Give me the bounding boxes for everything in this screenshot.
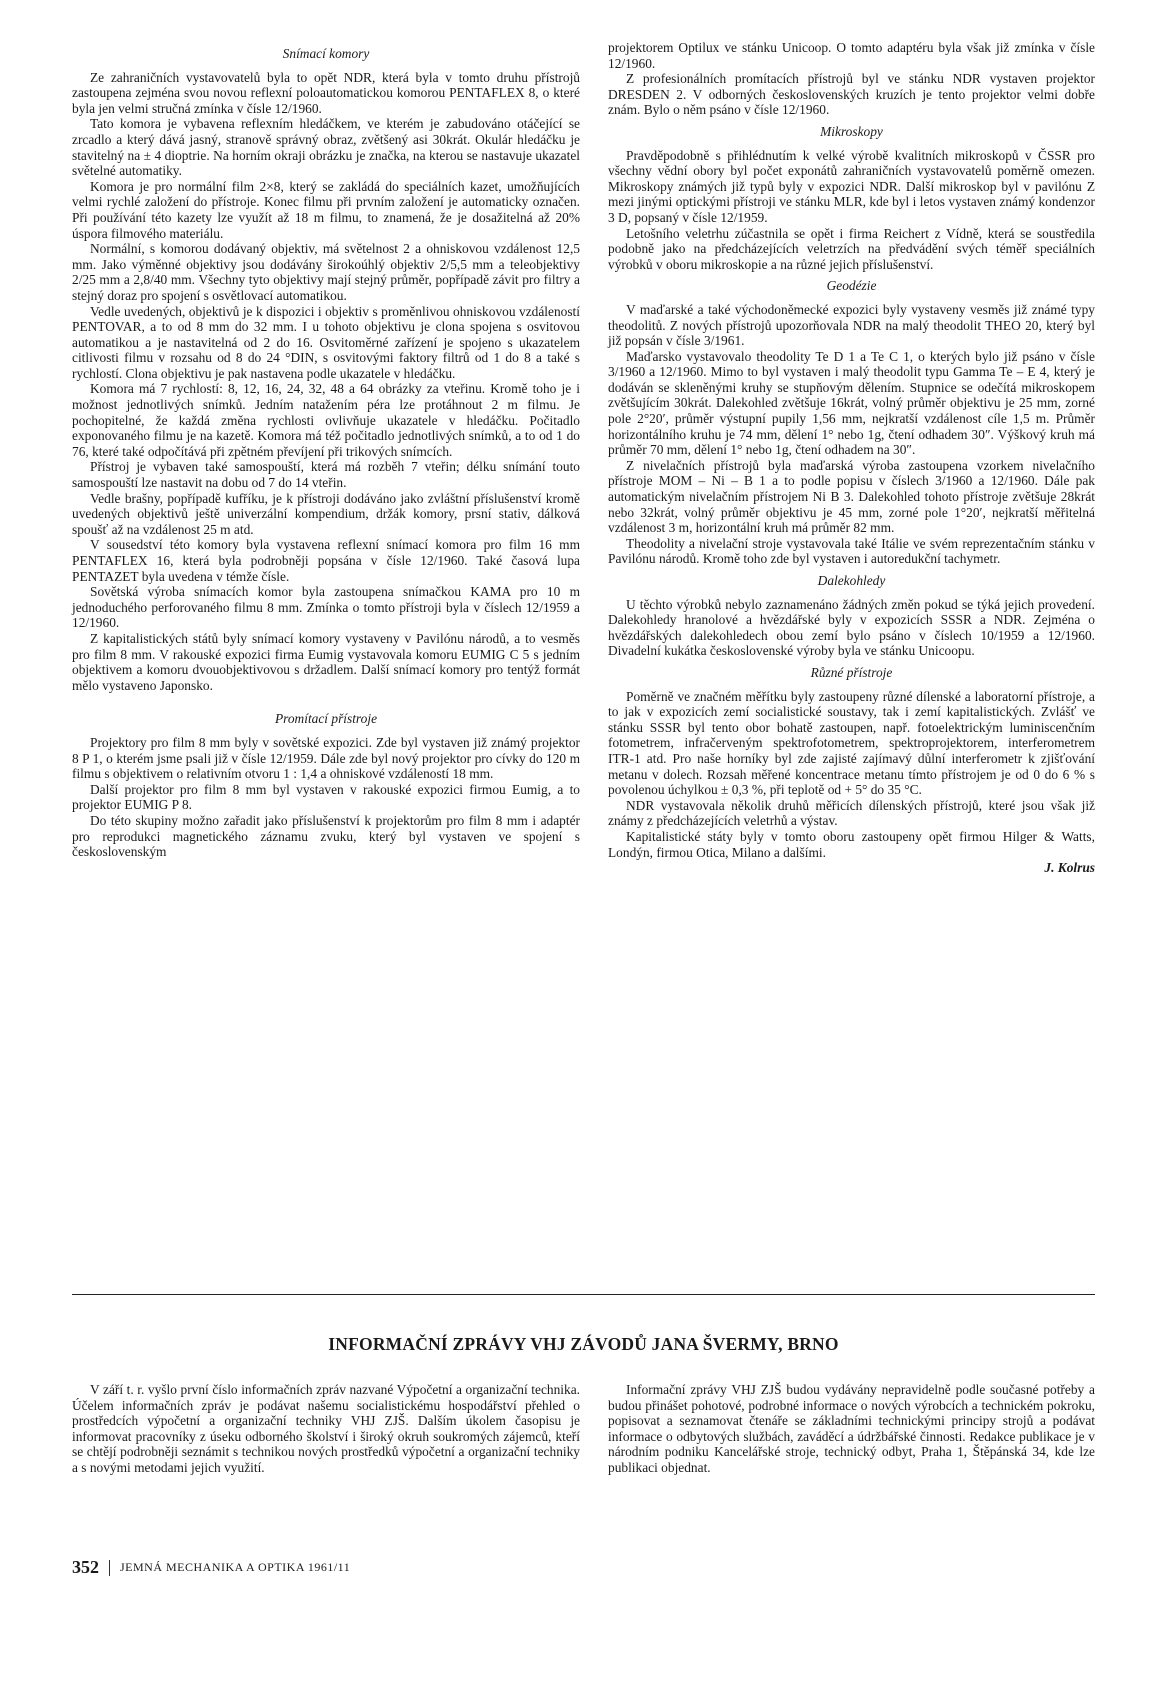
paragraph: Sovětská výroba snímacích komor byla zastoupena snímačkou KAMA pro 10 m jednoduchého perforovaného filmu 8 mm. Zmínka o tomto přístroji byla v číslech 12/1959 a 12/1960.	[72, 584, 580, 631]
paragraph: Vedle uvedených, objektivů je k dispozici i objektiv s proměnlivou ohniskovou vzdáleností PENTOVAR, a to od 8 mm do 32 mm. I u tohoto objektivu je clona spojena s osvitovou automatikou a je nastavitelná od 2 do 16. Osvitoměrné zařízení je spojeno s ukazatelem citlivosti filmu v rozsahu od 8 do 24 °DIN, s osvitovými faktory filtrů od 1 do 8 a také s rychlostí. Clona objektivu je pak nastavena podle ukazatele v hledáčku.	[72, 303, 580, 381]
page-footer	[72, 1557, 350, 1578]
paragraph: Z nivelačních přístrojů byla maďarská výroba zastoupena vzorkem nivelačního přístroje MOM – Ni – B 1 a to podle popisu v číslech 3/1960 a 12/1960. Dále pak automatickým nivelačním přístrojem Ni B 3. Dalekohled tohoto přístroje zvětšuje 28krát nebo 32krát, volný průměr objektivu je 45 mm, zorné pole 1°20′, nejkratší měřitelná vzdálenost 3 m, horizontální kruh má průměr 82 mm.	[608, 457, 1095, 536]
section-heading-dalekohledy: Dalekohledy	[817, 573, 886, 588]
section-heading-geodezie: Geodézie	[826, 278, 877, 294]
paragraph: Vedle brašny, popřípadě kufříku, je k přístroji dodáváno jako zvláštní příslušenství kromě uvedených objektivů ještě univerzální kompendium, držák komory, prsní stativ, dálková spoušť až na vzdálenost 25 m atd.	[72, 490, 580, 537]
paragraph: U těchto výrobků nebylo zaznamenáno žádných změn pokud se týká jejich provedení. Dalekohledy hranolové a hvězdářské byly v expozicích SSSR a NDR. Zejména o hvězdářských dalekohledech obou zemí bylo psáno v číslech 10/1959 a 12/1960. Divadelní kukátka československé výroby byla ve stánku Unicoopu.	[608, 596, 1095, 659]
paragraph: Komora je pro normální film 2×8, který se zakládá do speciálních kazet, umožňujících velmi rychlé založení do přístroje. Konec filmu při prvním založení je automaticky označen. Při používání této kazety lze využít až 18 m filmu, to znamená, že je dosažitelná až 20% úspora filmového materiálu.	[72, 178, 580, 241]
journal-name: JEMNÁ MECHANIKA A OPTIKA 1961/11	[120, 1560, 351, 1574]
paragraph: Kapitalistické státy byly v tomto oboru zastoupeny opět firmou Hilger & Watts, Londýn, firmou Otica, Milano a dalšími.	[608, 828, 1095, 860]
paragraph: Maďarsko vystavovalo theodolity Te D 1 a Te C 1, o kterých bylo již psáno v čísle 3/1960 a 12/1960. Mimo to byl vystaven i malý theodolit typu Gamma Te – E 4, který je dodáván se skleněnými kruhy se stupňovým dělením. Stupnice se odečítá mikroskopem zvětšujícím 30krát. Dalekohled zvětšuje 16krát, volný průměr objektivu je 25 mm, zorné pole 2°20′, průměr výstupní pupily 1,56 mm, nejkratší vzdálenost cíle 1,5 m. Průměr horizontálního kruhu je 74 mm, dělení 1° nebo 1g, čtení odhadem 30″. Výškový kruh má průměr 70 mm, dělení 1° nebo 1g, čtení odhadem na 30″.	[608, 348, 1095, 458]
article2-right-column	[608, 1382, 1095, 1476]
paragraph: Do této skupiny možno zařadit jako příslušenství k projektorům pro film 8 mm i adaptér pro reprodukci magnetického záznamu zvuku, který byl vystaven ve spojení s československým	[72, 812, 580, 860]
paragraph: Přístroj je vybaven také samospouští, která má rozběh 7 vteřin; délku snímání touto samospouští lze nastavit na dobu od 7 do 14 vteřin.	[72, 459, 580, 491]
paragraph: V maďarské a také východoněmecké expozici byly vystaveny vesměs již známé typy theodolitů. Z nových přístrojů upozorňovala NDR na malý theodolit THEO 20, který byl již popsán v čísle 3/1961.	[608, 301, 1095, 349]
paragraph: V sousedství této komory byla vystavena reflexní snímací komora pro film 16 mm PENTAFLEX 16, která byla podrobněji popsána v čísle 12/1960. Také časová lupa PENTAZET byla uvedena v témže čísle.	[72, 537, 580, 584]
paragraph: Letošního veletrhu zúčastnila se opět i firma Reichert z Vídně, která se soustředila podobně jako na předcházejících veletrzích na předvádění svých téměř speciálních výrobků v oboru mikroskopie a na různé jejich příslušenství.	[608, 225, 1095, 272]
section-divider	[72, 1294, 1095, 1295]
section-heading-ruzne-pristroje: Různé přístroje	[810, 664, 893, 680]
paragraph: Z profesionálních promítacích přístrojů byl ve stánku NDR vystaven projektor DRESDEN 2. V odborných československých kruzích je tento projektor velmi dobře znám. Bylo o něm psáno v čísle 12/1960.	[608, 71, 1095, 118]
article-title: INFORMAČNÍ ZPRÁVY VHJ ZÁVODŮ JANA ŠVERMY, BRNO	[328, 1334, 839, 1354]
section-heading-snimaci-komory: Snímací komory	[282, 46, 370, 61]
paragraph: projektorem Optilux ve stánku Unicoop. O tomto adaptéru byla však již zmínka v čísle 12/1960.	[608, 40, 1095, 71]
author-signature: J. Kolrus	[1044, 860, 1095, 876]
paragraph: Theodolity a nivelační stroje vystavovala také Itálie ve svém reprezentačním stánku v Pavilónu národů. Kromě toho zde byl vystaven i autoredukční tachymetr.	[608, 535, 1095, 567]
paragraph: V září t. r. vyšlo první číslo informačních zpráv nazvané Výpočetní a organizační technika. Účelem informačních zpráv je podávat našemu socialistickému hospodářství přehled o prostředcích výpočetní a organizační techniky VHJ ZJŠ. Dalším úkolem časopisu je informovat pracovníky z úseku odborného školství i široký okruh soukromých zájemců, kteří se chtějí podrobněji seznámit s technikou nových prostředků výpočetní a organizační techniky a s novými metodami jejich využití.	[72, 1382, 580, 1475]
right-column	[608, 40, 1095, 876]
section-heading-mikroskopy: Mikroskopy	[820, 123, 883, 139]
paragraph: Poměrně ve značném měřítku byly zastoupeny různé dílenské a laboratorní přístroje, a to jak v expozicích zemí socialistické soustavy, tak i zemí kapitalistických. Zvlášť ve stánku SSSR byl tento obor bohatě zastoupen, např. fotoelektrickým luminiscenčním fotometrem, infračerveným spektrofotometrem, spektroprojektorem, interferometrem ITR-1 atd. Pro naše horníky byl zde zajisté zajímavý důlní interferometr k zjišťování metanu v dolech. Rozsah měřené koncentrace metanu tímto přístrojem je od 0 do 6 % s povolenou úchylkou ± 0,3 %, při teplotě od + 5° do 35 °C.	[608, 688, 1095, 798]
paragraph: Ze zahraničních vystavovatelů byla to opět NDR, která byla v tomto druhu přístrojů zastoupena zejména svou novou reflexní poloautomatickou komorou PENTAFLEX 8, o které byla jen velmi stručná zmínka v čísle 12/1960.	[72, 69, 580, 116]
article2-left-column	[72, 1382, 580, 1476]
paragraph: Tato komora je vybavena reflexním hledáčkem, ve kterém je zabudováno otáčející se zrcadlo a který dává jasný, stranově správný obraz, zvětšený asi 30krát. Okulár hledáčku je stavitelný na ± 4 dioptrie. Na horním okraji obrázku je značka, na kterou se nastavuje ukazatel světelné automatiky.	[72, 116, 580, 179]
paragraph: Pravděpodobně s přihlédnutím k velké výrobě kvalitních mikroskopů v ČSSR pro všechny vědní obory byl počet exponátů zahraničních vystavovatelů poměrně omezen. Mikroskopy známých již typů byly v expozici NDR. Další mikroskop byl v pavilónu Z mezi jinými optickými přístroji ve stánku MLR, kde byl i letos vystaven známý kondenzor 3 D, popsaný v čísle 12/1959.	[608, 147, 1095, 225]
section-heading-promitaci-pristroje: Promítací přístroje	[274, 711, 378, 727]
left-column	[72, 40, 580, 860]
paragraph: Z kapitalistických států byly snímací komory vystaveny v Pavilónu národů, a to vesměs pro film 8 mm. V rakouské expozici firma Eumig vystavovala komoru EUMIG C 5 s jedním objektivem a komoru dvouobjektivovou s držadlem. Další snímací komory pro tentýž formát mělo vystaveno Japonsko.	[72, 630, 580, 693]
page-number: 352	[72, 1557, 99, 1577]
footer-separator	[109, 1560, 110, 1576]
paragraph: NDR vystavovala několik druhů měřicích dílenských přístrojů, které jsou však již známy z předcházejících veletrhů a výstav.	[608, 797, 1095, 829]
paragraph: Další projektor pro film 8 mm byl vystaven v rakouské expozici firmou Eumig, a to projektor EUMIG P 8.	[72, 781, 580, 813]
paragraph: Informační zprávy VHJ ZJŠ budou vydávány nepravidelně podle současné potřeby a budou přinášet pohotové, podrobné informace o nových výrobcích a technickém pokroku, popisovat a seznamovat čtenáře se základními technickými principy strojů a podávat informace o odbytových službách, zaváděcí a údržbářské činnosti. Redakce publikace je v národním podniku Kancelářské stroje, technický odbyt, Praha 1, Štěpánská 34, kde lze publikaci objednat.	[608, 1382, 1095, 1475]
paragraph: Komora má 7 rychlostí: 8, 12, 16, 24, 32, 48 a 64 obrázky za vteřinu. Kromě toho je i možnost jednotlivých snímků. Jedním natažením péra lze protáhnout 2 m filmu. Je pochopitelné, že každá změna rychlosti ovlivňuje ukazatele v hledáčku. Počitadlo exponovaného filmu je na kazetě. Komora má též počitadlo jednotlivých snímků, a to od 1 do 76, které také odpočítává při zpětném převíjení při trikových snímcích.	[72, 381, 580, 459]
paragraph: Projektory pro film 8 mm byly v sovětské expozici. Zde byl vystaven již známý projektor 8 P 1, o kterém jsme psali již v čísle 12/1959. Dále zde byl nový projektor pro cívky do 120 m filmu s objektivem o relativním otvoru 1 : 1,4 a ohniskové vzdáleností 18 mm.	[72, 734, 580, 782]
paragraph: Normální, s komorou dodávaný objektiv, má světelnost 2 a ohniskovou vzdálenost 12,5 mm. Jako výměnné objektivy jsou dodávány širokoúhlý objektiv 2/5,5 mm a teleobjektivy 2/25 mm a 2,8/40 mm. Všechny tyto objektivy mají stejný průměr, popřípadě závit pro filtry a stejný doraz pro spojení s osvětlovací automatikou.	[72, 241, 580, 303]
